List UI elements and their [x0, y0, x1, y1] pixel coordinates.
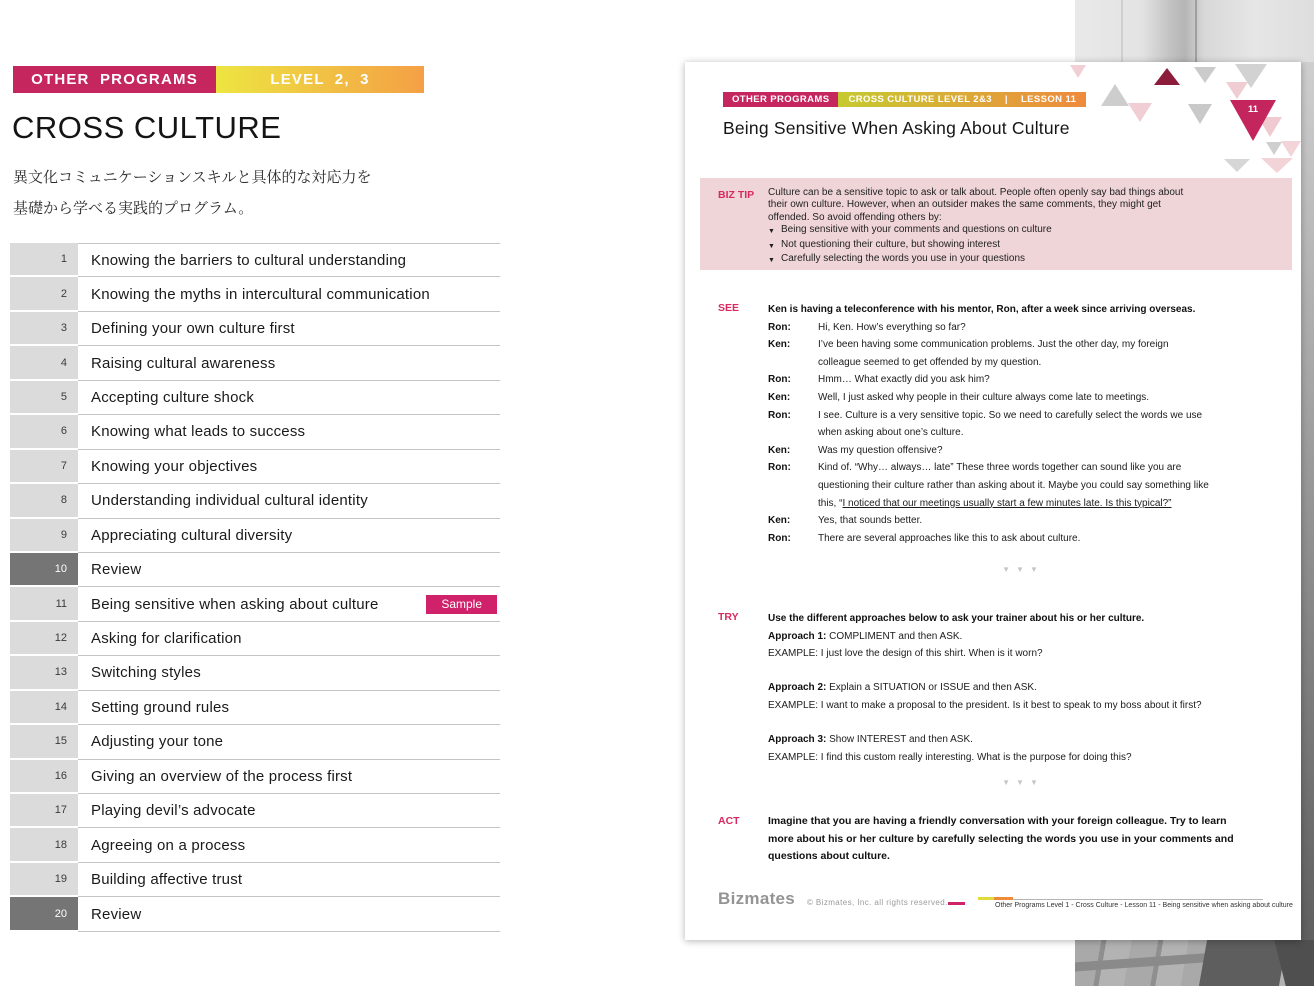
- dialogue-row: [768, 371, 1283, 389]
- dialogue-speaker: Ron:: [768, 321, 791, 333]
- lesson-number: 1: [10, 243, 78, 277]
- triangle-icon: [1224, 159, 1250, 172]
- program-badges: [13, 66, 424, 93]
- dialogue-row: [768, 459, 1283, 512]
- lesson-number: 9: [10, 519, 78, 553]
- lesson-number: 16: [10, 760, 78, 794]
- lesson-row: [10, 863, 500, 897]
- page-number: 11: [1247, 104, 1259, 115]
- sample-button[interactable]: Sample: [426, 595, 497, 614]
- dialogue-speaker: Ron:: [768, 409, 791, 421]
- lesson-number: 10: [10, 553, 78, 587]
- triangle-icon: [1281, 141, 1301, 157]
- lesson-number: 13: [10, 656, 78, 690]
- other-programs-badge: OTHER PROGRAMS: [13, 66, 216, 93]
- lesson-title: Building affective trust: [91, 871, 243, 889]
- approach-method: Explain a SITUATION or ISSUE and then ASK.: [826, 682, 1037, 694]
- background-photo-bottom: [1075, 940, 1314, 986]
- dialogue-row: [768, 442, 1283, 460]
- page-header-badges: [723, 92, 1086, 107]
- lesson-row: [10, 381, 500, 415]
- lesson-row: [10, 346, 500, 380]
- lesson-title: Knowing your objectives: [91, 457, 258, 475]
- dialogue-text: I’ve been having some communication problems. Just the other day, my foreign colleague seemed to get offended by my question.: [818, 339, 1169, 368]
- lesson-row: [10, 760, 500, 794]
- lesson-title: Knowing what leads to success: [91, 423, 306, 441]
- lesson-row: [10, 312, 500, 346]
- lesson-number: 6: [10, 415, 78, 449]
- lesson-title: Raising cultural awareness: [91, 354, 276, 372]
- lesson-title: Defining your own culture first: [91, 320, 295, 338]
- lesson-number: 5: [10, 381, 78, 415]
- approach-example: EXAMPLE: I find this custom really interesting. What is the purpose for doing this?: [768, 751, 1132, 763]
- dialogue-text: Was my question offensive?: [818, 444, 943, 456]
- lesson-title: Accepting culture shock: [91, 388, 255, 406]
- copyright-text: © Bizmates, Inc. all rights reserved.: [807, 898, 948, 907]
- approach-example: EXAMPLE: I just love the design of this shirt. When is it worn?: [768, 648, 1043, 659]
- level-badge: LEVEL 2, 3: [216, 66, 424, 93]
- approach-example: EXAMPLE: I want to make a proposal to the president. Is it best to speak to my boss about it first?: [768, 699, 1202, 711]
- dialogue-row: [768, 319, 1283, 337]
- approach-name: Approach 2:: [768, 682, 827, 694]
- lesson-number: 7: [10, 450, 78, 484]
- lesson-number: 14: [10, 691, 78, 725]
- lesson-row: [10, 897, 500, 931]
- lesson-page-title: Being Sensitive When Asking About Culture: [723, 118, 1070, 138]
- lesson-title: Asking for clarification: [91, 630, 242, 648]
- section-divider-icon: ▼▼▼: [1002, 565, 1044, 574]
- dialogue-text: Kind of. “Why… always… late” These three words together can sound like you are questioning their culture rather than asking about it. Maybe you could say something like this, “I noticed that our meetings usually start a few minutes late. Is this typical?”: [818, 462, 1209, 509]
- dialogue-speaker: Ken:: [768, 444, 791, 456]
- lesson-number: 3: [10, 312, 78, 346]
- lesson-title: Knowing the barriers to cultural understanding: [91, 251, 407, 269]
- see-section: [768, 301, 1283, 547]
- lesson-title: Agreeing on a process: [91, 836, 246, 854]
- approach-name: Approach 3:: [768, 734, 827, 746]
- dialogue-speaker: Ron:: [768, 532, 791, 544]
- see-lead: Ken is having a teleconference with his mentor, Ron, after a week since arriving overseas.: [768, 304, 1196, 315]
- dialogue-row: [768, 512, 1283, 530]
- approach-item: [768, 731, 1283, 783]
- triangle-icon: [1261, 158, 1293, 173]
- biz-tip-content: Culture can be a sensitive topic to ask or talk about. People often openly say bad things about their own culture. However, when an outsider makes the same comments, they might get offended. So avoid offending others by: ▼ Being sensitive with your comments and questions on culture ▼ Not questioning their culture, but showing interest ▼ Carefully selecting the words you use in your questions: [768, 187, 1184, 265]
- dialogue-speaker: Ken:: [768, 391, 791, 403]
- dialogue: [768, 319, 1283, 548]
- lesson-row: [10, 691, 500, 725]
- lesson-title: Setting ground rules: [91, 698, 230, 716]
- lesson-number: 4: [10, 346, 78, 380]
- dialogue-text: There are several approaches like this to ask about culture.: [818, 532, 1081, 544]
- lesson-row: [10, 519, 500, 553]
- lesson-title: Knowing the myths in intercultural communication: [91, 285, 430, 303]
- biz-tip-label: BIZ TIP: [718, 189, 755, 201]
- orange-dash-icon: [994, 897, 1013, 900]
- page-program-badge: OTHER PROGRAMS: [723, 92, 838, 107]
- photo-dark-shape: [1274, 940, 1314, 986]
- lesson-row: [10, 450, 500, 484]
- triangle-icon: [1101, 84, 1129, 106]
- dialogue-row: [768, 336, 1283, 371]
- lesson-row: [10, 553, 500, 587]
- lesson-number: 17: [10, 794, 78, 828]
- lesson-title: Switching styles: [91, 664, 201, 682]
- lesson-row: [10, 415, 500, 449]
- dialogue-speaker: Ken:: [768, 515, 791, 527]
- dialogue-text: Well, I just asked why people in their culture always come late to meetings.: [818, 391, 1150, 403]
- triangle-icon: [1070, 65, 1086, 78]
- dialogue-speaker: Ken:: [768, 339, 791, 351]
- dialogue-text: Yes, that sounds better.: [818, 515, 923, 527]
- triangle-icon: [1266, 142, 1282, 155]
- lesson-number: 19: [10, 863, 78, 897]
- biz-tip-panel: [700, 178, 1292, 270]
- approach-list: [768, 628, 1283, 783]
- dialogue-speaker: Ron:: [768, 462, 791, 474]
- footer-rule: [978, 899, 1263, 900]
- lesson-title: Adjusting your tone: [91, 733, 224, 751]
- photo-dark-shape: [1199, 940, 1287, 986]
- dialogue-text: Hmm… What exactly did you ask him?: [818, 374, 990, 386]
- dialogue-row: [768, 407, 1283, 442]
- program-title: CROSS CULTURE: [12, 110, 282, 145]
- approach-name: Approach 1:: [768, 630, 827, 642]
- triangle-icon: [1226, 82, 1248, 99]
- page-course-badge: [838, 92, 1086, 107]
- try-section: [768, 610, 1283, 783]
- lesson-title: Being sensitive when asking about culture: [91, 595, 379, 613]
- lesson-number: 20: [10, 897, 78, 931]
- dialogue-speaker: Ron:: [768, 374, 791, 386]
- triangle-icon: [1188, 104, 1212, 124]
- lesson-row: [10, 243, 500, 277]
- dialogue-text: I see. Culture is a very sensitive topic. So we need to carefully select the words we use when asking about one’s culture.: [818, 409, 1203, 439]
- triangle-icon: [1194, 67, 1216, 83]
- lesson-row: [10, 828, 500, 862]
- lesson-title: Giving an overview of the process first: [91, 767, 353, 785]
- lesson-row: [10, 587, 500, 621]
- lesson-list: [10, 243, 500, 932]
- lesson-title: Review: [91, 905, 142, 923]
- background-photo-top: [1075, 0, 1314, 62]
- act-section: Imagine that you are having a friendly conversation with your foreign colleague. Try to learn more about his or her culture by carefully selecting the words you use in your comments and questions about culture.: [768, 815, 1234, 863]
- pink-dash-icon: [948, 902, 965, 905]
- approach-method: COMPLIMENT and then ASK.: [826, 630, 963, 642]
- lesson-label: LESSON 11: [1020, 94, 1077, 105]
- lesson-row: [10, 622, 500, 656]
- approach-item: [768, 628, 1283, 680]
- lesson-number: 15: [10, 725, 78, 759]
- lesson-number: 11: [10, 587, 78, 621]
- course-label: CROSS CULTURE LEVEL 2&3: [848, 94, 992, 105]
- program-subtitle-jp: [13, 162, 372, 224]
- breadcrumb: Other Programs Level 1 - Cross Culture - Lesson 11 - Being sensitive when asking about culture: [995, 902, 1293, 909]
- dialogue-row: [768, 530, 1283, 548]
- triangle-icon: [1154, 68, 1180, 85]
- act-label: ACT: [718, 815, 740, 827]
- lesson-row: [10, 277, 500, 311]
- lesson-number: 8: [10, 484, 78, 518]
- lesson-title: Review: [91, 561, 142, 579]
- see-label: SEE: [718, 302, 740, 314]
- background-photo-right: [1301, 62, 1314, 940]
- lesson-number: 2: [10, 277, 78, 311]
- subtitle-line-1: 異文化コミュニケーションスキルと具体的な対応力を: [13, 168, 372, 186]
- lesson-title: Understanding individual cultural identity: [91, 492, 368, 510]
- lesson-row: [10, 725, 500, 759]
- subtitle-line-2: 基礎から学べる実践的プログラム。: [13, 199, 254, 217]
- approach-method: Show INTEREST and then ASK.: [826, 734, 973, 746]
- lesson-number: 18: [10, 828, 78, 862]
- lesson-number: 12: [10, 622, 78, 656]
- lesson-title: Appreciating cultural diversity: [91, 526, 293, 544]
- sample-lesson-page: [685, 62, 1301, 940]
- lesson-row: [10, 794, 500, 828]
- yellow-dash-icon: [978, 897, 994, 900]
- lesson-row: [10, 656, 500, 690]
- dialogue-row: [768, 389, 1283, 407]
- try-label: TRY: [718, 611, 739, 623]
- section-divider-icon: ▼▼▼: [1002, 778, 1044, 787]
- bizmates-logo: Bizmates: [718, 889, 796, 908]
- triangle-icon: [1128, 103, 1152, 122]
- lesson-row: [10, 484, 500, 518]
- approach-item: [768, 679, 1283, 731]
- dialogue-text: Hi, Ken. How’s everything so far?: [818, 321, 966, 333]
- badge-separator: |: [1004, 94, 1008, 105]
- try-lead: Use the different approaches below to ask your trainer about his or her culture.: [768, 613, 1145, 624]
- lesson-title: Playing devil’s advocate: [91, 802, 256, 820]
